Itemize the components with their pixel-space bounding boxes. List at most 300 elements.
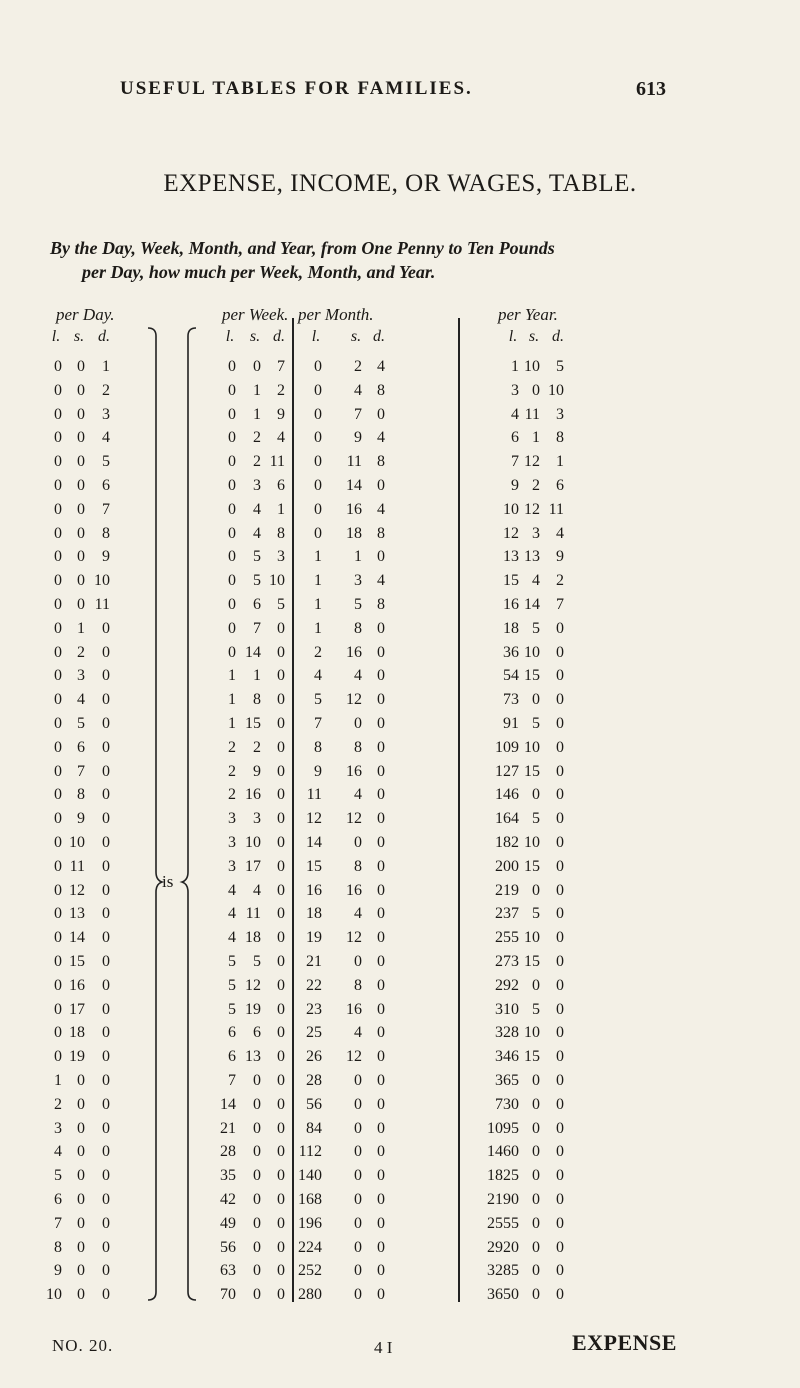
table-cell-year: 0 (556, 976, 564, 994)
table-cell-day: 3 (77, 667, 85, 685)
table-cell-month: 0 (377, 929, 385, 947)
table-cell-day: 0 (102, 643, 110, 661)
table-cell-month: 0 (377, 738, 385, 756)
table-cell-year: 0 (556, 1191, 564, 1208)
table-cell-week: 0 (277, 619, 285, 637)
table-cell-month: 0 (377, 1024, 385, 1042)
table-cell-month: 0 (314, 524, 322, 542)
table-cell-day: 0 (54, 667, 62, 685)
table-cell-month: 140 (298, 1167, 322, 1185)
table-cell-month: 1 (314, 548, 322, 566)
table-cell-month: 0 (354, 1095, 362, 1113)
table-cell-day: 11 (69, 857, 85, 875)
table-cell-week: 0 (277, 1024, 285, 1042)
unit-label-week-l: l. (225, 328, 235, 345)
table-cell-week: 0 (277, 1191, 285, 1208)
table-cell-month: 26 (306, 1048, 322, 1066)
table-cell-year: 0 (556, 715, 564, 732)
table-cell-month: 3 (354, 572, 362, 590)
table-cell-year: 4 (556, 524, 564, 542)
table-cell-week: 12 (245, 976, 261, 994)
unit-label-year-l: l. (508, 328, 518, 345)
table-cell-week: 6 (228, 1024, 236, 1042)
table-cell-month: 14 (346, 477, 362, 494)
table-cell-year: 5 (532, 715, 540, 732)
unit-label-week-s: s. (249, 328, 261, 345)
table-cell-year: 0 (532, 786, 540, 804)
table-cell-year: 219 (495, 881, 519, 899)
table-cell-year: 292 (495, 976, 519, 994)
table-cell-week: 4 (228, 929, 236, 947)
table-cell-day: 16 (69, 976, 85, 994)
table-cell-week: 0 (277, 1095, 285, 1113)
table-cell-week: 0 (228, 619, 236, 637)
table-cell-week: 0 (253, 1286, 261, 1304)
table-cell-year: 0 (556, 1024, 564, 1042)
table-cell-day: 0 (77, 1262, 85, 1280)
table-cell-year: 1 (532, 429, 540, 447)
table-cell-week: 1 (277, 500, 285, 518)
table-cell-year: 13 (503, 548, 519, 566)
table-cell-day: 0 (102, 1095, 110, 1113)
table-cell-month: 0 (354, 1143, 362, 1161)
table-cell-week: 18 (245, 929, 261, 947)
table-cell-day: 0 (77, 453, 85, 471)
unit-label-day-l: l. (51, 328, 61, 345)
right-brace (182, 328, 196, 1300)
table-cell-day: 0 (77, 1072, 85, 1089)
table-cell-week: 42 (220, 1191, 236, 1208)
subtitle-line-1: By the Day, Week, Month, and Year, from One Penny to Ten Pounds (50, 238, 555, 258)
table-cell-day: 8 (54, 1238, 62, 1256)
table-subtitle (50, 236, 750, 284)
table-cell-day: 0 (102, 619, 110, 637)
table-cell-month: 1 (354, 548, 362, 566)
table-cell-month: 0 (314, 500, 322, 518)
table-cell-year: 0 (556, 691, 564, 709)
table-cell-month: 0 (377, 857, 385, 875)
table-cell-week: 0 (253, 1143, 261, 1161)
table-cell-year: 3650 (487, 1286, 519, 1304)
table-cell-day: 1 (102, 358, 110, 375)
table-cell-month: 2 (354, 358, 362, 375)
table-cell-week: 0 (228, 477, 236, 494)
table-cell-month: 0 (377, 405, 385, 423)
table-cell-month: 196 (298, 1214, 322, 1232)
table-cell-day: 0 (77, 477, 85, 494)
table-cell-month: 28 (306, 1072, 322, 1089)
table-cell-year: 0 (556, 1048, 564, 1066)
table-cell-day: 0 (102, 929, 110, 947)
table-cell-day: 0 (102, 715, 110, 732)
column-rule (292, 318, 294, 1302)
table-cell-month: 56 (306, 1095, 322, 1113)
table-cell-month: 0 (377, 834, 385, 851)
table-cell-year: 15 (524, 857, 540, 875)
table-cell-month: 0 (377, 643, 385, 661)
table-cell-day: 0 (77, 1191, 85, 1208)
table-cell-year: 0 (556, 762, 564, 780)
table-cell-week: 0 (228, 405, 236, 423)
table-cell-day: 9 (77, 810, 85, 828)
table-cell-day: 0 (102, 1214, 110, 1232)
table-cell-month: 16 (346, 762, 362, 780)
table-cell-month: 15 (306, 857, 322, 875)
table-cell-day: 10 (46, 1286, 62, 1304)
table-cell-year: 3 (532, 524, 540, 542)
table-cell-year: 10 (503, 500, 519, 518)
table-cell-year: 15 (503, 572, 519, 590)
table-cell-year: 3 (511, 381, 519, 399)
table-cell-week: 0 (277, 905, 285, 923)
table-cell-month: 0 (314, 477, 322, 494)
table-cell-month: 5 (314, 691, 322, 709)
table-cell-year: 5 (532, 810, 540, 828)
table-cell-day: 15 (69, 953, 85, 970)
table-cell-week: 1 (228, 715, 236, 732)
table-cell-month: 9 (354, 429, 362, 447)
table-cell-year: 0 (556, 786, 564, 804)
table-cell-day: 10 (94, 572, 110, 590)
table-cell-month: 112 (298, 1143, 322, 1161)
table-cell-week: 11 (269, 453, 285, 471)
table-cell-day: 0 (102, 857, 110, 875)
table-cell-month: 8 (377, 453, 385, 471)
table-cell-year: 182 (495, 834, 519, 851)
table-cell-month: 0 (377, 881, 385, 899)
table-cell-year: 0 (532, 1238, 540, 1256)
table-cell-day: 0 (54, 358, 62, 375)
table-cell-week: 0 (277, 976, 285, 994)
table-cell-day: 0 (102, 762, 110, 780)
table-cell-year: 0 (532, 691, 540, 709)
table-cell-week: 1 (228, 691, 236, 709)
table-cell-day: 4 (77, 691, 85, 709)
table-cell-week: 2 (277, 381, 285, 399)
table-cell-day: 7 (102, 500, 110, 518)
table-cell-year: 16 (503, 596, 519, 613)
table-cell-week: 0 (277, 1143, 285, 1161)
table-cell-week: 0 (277, 810, 285, 828)
table-cell-day: 0 (54, 881, 62, 899)
table-cell-week: 0 (277, 715, 285, 732)
table-cell-month: 9 (314, 762, 322, 780)
table-cell-day: 0 (54, 762, 62, 780)
table-cell-day: 5 (77, 715, 85, 732)
table-cell-year: 237 (495, 905, 519, 923)
table-cell-month: 0 (377, 715, 385, 732)
table-cell-day: 0 (54, 738, 62, 756)
table-cell-day: 0 (54, 953, 62, 970)
table-cell-day: 5 (54, 1167, 62, 1185)
table-cell-week: 0 (253, 1214, 261, 1232)
table-cell-week: 13 (245, 1048, 261, 1066)
table-cell-year: 127 (495, 762, 519, 780)
table-cell-week: 2 (228, 786, 236, 804)
table-cell-week: 0 (228, 381, 236, 399)
table-cell-year: 200 (495, 857, 519, 875)
table-cell-year: 0 (532, 1167, 540, 1185)
table-cell-day: 0 (77, 381, 85, 399)
unit-label-day-s: s. (73, 328, 85, 345)
table-cell-year: 0 (532, 1214, 540, 1232)
table-cell-month: 4 (354, 381, 362, 399)
table-cell-year: 0 (556, 1286, 564, 1304)
table-cell-month: 2 (314, 643, 322, 661)
connector-is: is (162, 872, 174, 891)
table-cell-year: 109 (495, 738, 519, 756)
table-cell-week: 3 (228, 834, 236, 851)
table-cell-day: 0 (102, 1024, 110, 1042)
table-cell-week: 7 (277, 358, 285, 375)
table-cell-year: 91 (503, 715, 519, 732)
table-cell-day: 19 (69, 1048, 85, 1066)
table-cell-year: 73 (503, 691, 519, 709)
table-cell-month: 11 (346, 453, 362, 471)
table-cell-year: 0 (532, 976, 540, 994)
table-cell-year: 0 (556, 643, 564, 661)
table-cell-month: 22 (306, 976, 322, 994)
table-cell-month: 0 (354, 1072, 362, 1089)
left-brace (148, 328, 162, 1300)
table-cell-month: 0 (377, 477, 385, 494)
unit-label-week-d: d. (273, 328, 285, 345)
table-cell-month: 0 (354, 1119, 362, 1137)
table-cell-week: 5 (277, 596, 285, 613)
table-cell-month: 0 (354, 1262, 362, 1280)
table-cell-month: 0 (377, 953, 385, 970)
table-cell-month: 0 (354, 953, 362, 970)
table-cell-month: 12 (346, 929, 362, 947)
table-cell-day: 10 (69, 834, 85, 851)
table-cell-year: 0 (532, 1072, 540, 1089)
table-cell-day: 7 (54, 1214, 62, 1232)
table-cell-week: 11 (245, 905, 261, 923)
table-cell-year: 4 (511, 405, 519, 423)
table-cell-month: 0 (354, 1286, 362, 1304)
table-cell-day: 3 (102, 405, 110, 423)
table-cell-day: 0 (54, 691, 62, 709)
table-cell-day: 0 (77, 548, 85, 566)
table-cell-month: 1 (314, 619, 322, 637)
table-cell-year: 0 (532, 1191, 540, 1208)
table-cell-day: 0 (102, 976, 110, 994)
table-cell-year: 0 (532, 1286, 540, 1304)
table-cell-year: 3 (556, 405, 564, 423)
table-cell-day: 0 (102, 834, 110, 851)
table-cell-year: 15 (524, 953, 540, 970)
table-cell-year: 1 (511, 358, 519, 375)
table-cell-day: 0 (102, 1143, 110, 1161)
table-cell-week: 0 (253, 358, 261, 375)
table-cell-week: 4 (253, 524, 261, 542)
table-cell-month: 8 (354, 619, 362, 637)
table-cell-day: 0 (102, 953, 110, 970)
table-cell-week: 8 (277, 524, 285, 542)
table-cell-month: 0 (377, 1000, 385, 1018)
table-cell-month: 16 (346, 643, 362, 661)
table-cell-year: 0 (556, 810, 564, 828)
table-cell-month: 0 (314, 405, 322, 423)
table-cell-month: 8 (354, 857, 362, 875)
table-cell-week: 6 (277, 477, 285, 494)
table-cell-day: 0 (54, 810, 62, 828)
table-cell-week: 0 (253, 1262, 261, 1280)
table-cell-month: 0 (377, 810, 385, 828)
table-cell-day: 0 (77, 1286, 85, 1304)
table-cell-month: 16 (346, 1000, 362, 1018)
table-cell-year: 11 (524, 405, 540, 423)
table-cell-year: 15 (524, 762, 540, 780)
table-cell-year: 10 (524, 929, 540, 947)
table-cell-week: 5 (253, 953, 261, 970)
table-cell-month: 0 (377, 619, 385, 637)
table-cell-month: 18 (346, 524, 362, 542)
table-cell-year: 3285 (487, 1262, 519, 1280)
table-cell-month: 7 (314, 715, 322, 732)
table-cell-year: 1825 (487, 1167, 519, 1185)
table-cell-week: 16 (245, 786, 261, 804)
table-cell-year: 5 (532, 619, 540, 637)
table-cell-month: 12 (306, 810, 322, 828)
page-number: 613 (636, 78, 666, 100)
table-cell-week: 5 (228, 953, 236, 970)
column-heading-month: per Month. (298, 305, 374, 324)
table-cell-week: 1 (228, 667, 236, 685)
running-title: USEFUL TABLES FOR FAMILIES. (120, 78, 473, 99)
table-cell-week: 14 (220, 1095, 236, 1113)
table-cell-day: 9 (54, 1262, 62, 1280)
table-cell-year: 4 (532, 572, 540, 590)
table-cell-week: 4 (228, 905, 236, 923)
table-cell-year: 15 (524, 1048, 540, 1066)
table-cell-year: 0 (532, 381, 540, 399)
table-cell-year: 0 (556, 1262, 564, 1280)
table-cell-month: 21 (306, 953, 322, 970)
table-cell-day: 6 (102, 477, 110, 494)
catchword: EXPENSE (572, 1330, 677, 1355)
table-cell-day: 0 (54, 976, 62, 994)
table-cell-day: 0 (102, 1238, 110, 1256)
table-cell-week: 3 (228, 810, 236, 828)
table-cell-year: 10 (524, 834, 540, 851)
table-cell-day: 0 (54, 572, 62, 590)
table-cell-year: 164 (495, 810, 519, 828)
table-cell-month: 23 (306, 1000, 322, 1018)
table-cell-year: 12 (524, 500, 540, 518)
table-cell-day: 0 (54, 381, 62, 399)
table-cell-year: 10 (524, 643, 540, 661)
unit-label-month-d: d. (373, 328, 385, 345)
table-cell-year: 6 (511, 429, 519, 447)
table-cell-week: 49 (220, 1214, 236, 1232)
table-cell-week: 0 (228, 548, 236, 566)
table-cell-day: 0 (54, 929, 62, 947)
table-cell-month: 8 (314, 738, 322, 756)
table-cell-day: 0 (102, 738, 110, 756)
table-cell-day: 0 (77, 596, 85, 613)
table-cell-day: 4 (102, 429, 110, 447)
table-cell-week: 3 (253, 810, 261, 828)
table-cell-day: 9 (102, 548, 110, 566)
unit-label-month-s: s. (350, 328, 362, 345)
table-cell-day: 0 (102, 810, 110, 828)
table-cell-week: 14 (245, 643, 261, 661)
table-cell-year: 0 (556, 881, 564, 899)
table-cell-year: 0 (556, 1072, 564, 1089)
table-cell-month: 4 (354, 905, 362, 923)
table-cell-month: 0 (377, 905, 385, 923)
table-cell-day: 0 (102, 691, 110, 709)
table-cell-year: 0 (556, 738, 564, 756)
table-cell-day: 14 (69, 929, 85, 947)
table-cell-day: 12 (69, 881, 85, 899)
table-cell-month: 0 (377, 762, 385, 780)
table-cell-year: 0 (556, 619, 564, 637)
table-cell-month: 8 (377, 381, 385, 399)
table-cell-month: 8 (377, 596, 385, 613)
table-cell-year: 12 (524, 453, 540, 471)
table-cell-week: 0 (277, 857, 285, 875)
table-cell-month: 4 (377, 572, 385, 590)
table-cell-year: 310 (495, 1000, 519, 1018)
table-cell-month: 0 (377, 1095, 385, 1113)
table-cell-month: 0 (377, 1167, 385, 1185)
table-cell-day: 7 (77, 762, 85, 780)
table-cell-week: 0 (228, 572, 236, 590)
table-cell-month: 0 (354, 1238, 362, 1256)
table-cell-week: 6 (253, 596, 261, 613)
unit-label-month-l: l. (311, 328, 321, 345)
table-cell-month: 0 (354, 1191, 362, 1208)
table-cell-year: 2190 (487, 1191, 519, 1208)
table-cell-month: 0 (377, 691, 385, 709)
table-cell-month: 19 (306, 929, 322, 947)
table-cell-day: 1 (54, 1072, 62, 1089)
table-cell-week: 0 (277, 1167, 285, 1185)
table-cell-day: 0 (77, 1119, 85, 1137)
table-cell-week: 3 (228, 857, 236, 875)
table-cell-day: 5 (102, 453, 110, 471)
table-cell-month: 0 (314, 453, 322, 471)
table-cell-week: 0 (277, 929, 285, 947)
column-rule (458, 318, 460, 1302)
table-cell-year: 0 (532, 1119, 540, 1137)
table-cell-year: 14 (524, 596, 540, 613)
table-cell-day: 0 (54, 857, 62, 875)
table-cell-week: 0 (228, 453, 236, 471)
table-cell-year: 10 (548, 381, 564, 399)
table-cell-day: 0 (102, 1191, 110, 1208)
table-cell-week: 2 (253, 429, 261, 447)
table-cell-day: 0 (77, 405, 85, 423)
table-cell-week: 8 (253, 691, 261, 709)
table-cell-year: 1 (556, 453, 564, 471)
table-cell-month: 16 (346, 500, 362, 518)
table-cell-day: 0 (77, 500, 85, 518)
unit-label-year-d: d. (552, 328, 564, 345)
table-cell-day: 6 (77, 738, 85, 756)
table-cell-month: 0 (377, 1238, 385, 1256)
table-cell-month: 84 (306, 1119, 322, 1137)
table-cell-year: 0 (556, 857, 564, 875)
table-cell-year: 9 (511, 477, 519, 494)
table-cell-year: 0 (532, 1143, 540, 1161)
table-cell-year: 6 (556, 477, 564, 494)
table-cell-week: 0 (253, 1072, 261, 1089)
table-cell-year: 10 (524, 738, 540, 756)
table-cell-month: 0 (354, 715, 362, 732)
